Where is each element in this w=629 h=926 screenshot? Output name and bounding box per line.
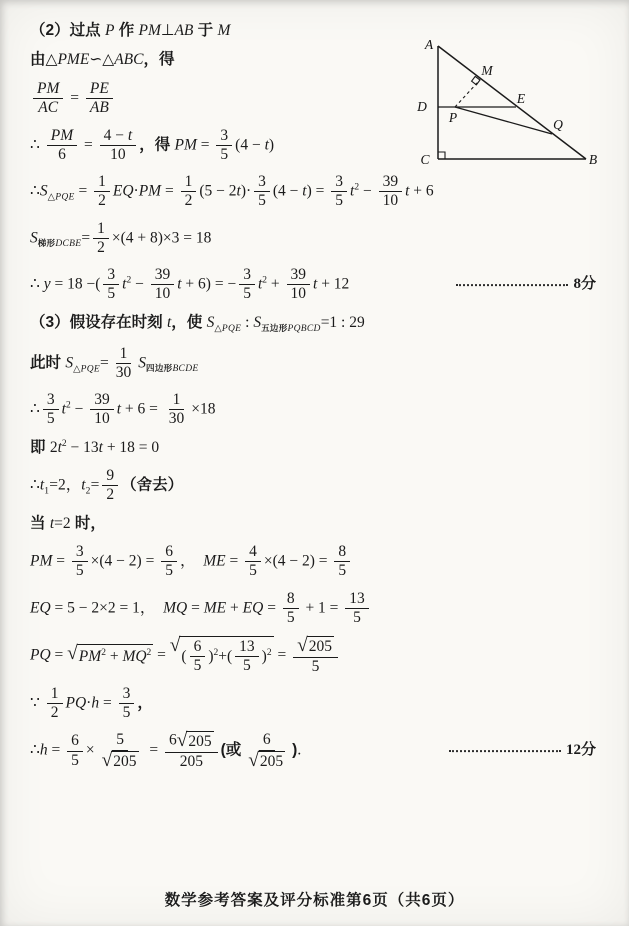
math-line-1: （2）过点 P 作 PM⊥AB 于 M: [30, 22, 231, 39]
segment-ab: [438, 46, 586, 159]
math-line-18: ∴h = $\frac{6}{5}$ × 5 √ 205 = 6 √ 205 205 (或 6 √ 205 ). 12分: [30, 730, 596, 771]
math-line-17: ∵ $\frac{1}{2}$ PQ·h = $\frac{3}{5}$ ，: [30, 684, 153, 722]
math-line-8: （3）假设存在时刻 t，使 $S_{\triangle PQE}$ : $S_{五边形PQBCD}=1$ : 29: [30, 313, 365, 334]
math-line-3: $\frac{PM}{AC}$ = $\frac{PE}{AB}$: [30, 79, 608, 119]
point-label-m: M: [481, 63, 493, 78]
segment-pm-dashed: [455, 82, 478, 107]
score-label: 12分: [565, 742, 596, 759]
point-label-e: E: [516, 91, 526, 106]
page-footer: 数学参考答案及评分标准第6页（共6页）: [164, 892, 465, 909]
math-line-5: $\therefore S_{\triangle PQE}$ = $\frac{1}{2}$ EQ·PM = $\frac{1}{2}$ (5 − 2t)· $\frac{3}{5}$ (4 − t) = $\frac{3}{5}$ $t^2$ − $\frac{39}{10}$ t + 6: [30, 173, 434, 210]
point-label-a: A: [424, 37, 434, 52]
math-line-12: $\therefore t_1=2$，$t_2=$ $\frac{9}{2}$ （舍去）: [30, 467, 184, 504]
point-label-p: P: [448, 110, 458, 125]
segment-pq: [455, 107, 552, 134]
right-angle-mark-c: [438, 152, 445, 159]
math-line-2: 由△PME∽△ABC，得: [30, 51, 175, 69]
math-line-10: ∴ $\frac{3}{5}$ $t^2$ − $\frac{39}{10}$ t + 6 = $\frac{1}{30}$ ×18: [30, 391, 216, 428]
point-label-d: D: [417, 99, 427, 114]
math-line-4: ∴ $\frac{PM}{6}$ = $\frac{4 - t}{10}$ ，得 PM = $\frac{3}{5}$ (4 − t): [30, 126, 275, 163]
score-label: 8分: [573, 276, 596, 293]
score-annotation: [449, 740, 596, 762]
geometry-diagram: [408, 33, 620, 183]
score-annotation: [456, 274, 596, 296]
point-label-q: Q: [553, 117, 563, 132]
math-line-7: ∴ y = 18 −( $\frac{3}{5}$ $t^2$ − $\frac{39}{10}$ t + 6) = − $\frac{3}{5}$ $t^2$ + $\frac{39}{10}$ t + 12 8分: [30, 266, 596, 303]
math-line-16: PQ = √ $PM^2 + MQ^2$ = √ ( $\frac{6}{5}$ )$^2$+( $\frac{13}{5}$ )$^2$ = √ 205 5: [30, 635, 608, 677]
dotted-leader: [449, 750, 561, 752]
math-line-9: 此时 $S_{\triangle PQE}=$ $\frac{1}{30}$ $S_{四边形BCDE}$: [30, 344, 199, 381]
point-label-c: C: [420, 152, 430, 167]
math-line-11: 即 $2t^2 - 13t + 18 = 0$: [30, 438, 160, 456]
math-line-6: $S_{梯形DCBE}=$ $\frac{1}{2}$ ×(4 + 8)×3 = 18: [30, 219, 212, 256]
point-label-b: B: [588, 152, 598, 167]
math-line-15: EQ = 5 − 2×2 = 1， MQ = ME + EQ = $\frac{8}{5}$ + 1 = $\frac{13}{5}$: [30, 589, 608, 629]
dotted-leader: [456, 284, 568, 286]
math-line-14: PM = $\frac{3}{5}$ ×(4 − 2) = $\frac{6}{5}$ ， ME = $\frac{4}{5}$ ×(4 − 2) = $\frac{8}{5}$: [30, 542, 608, 582]
math-line-13: 当 t=2 时，: [30, 514, 106, 532]
